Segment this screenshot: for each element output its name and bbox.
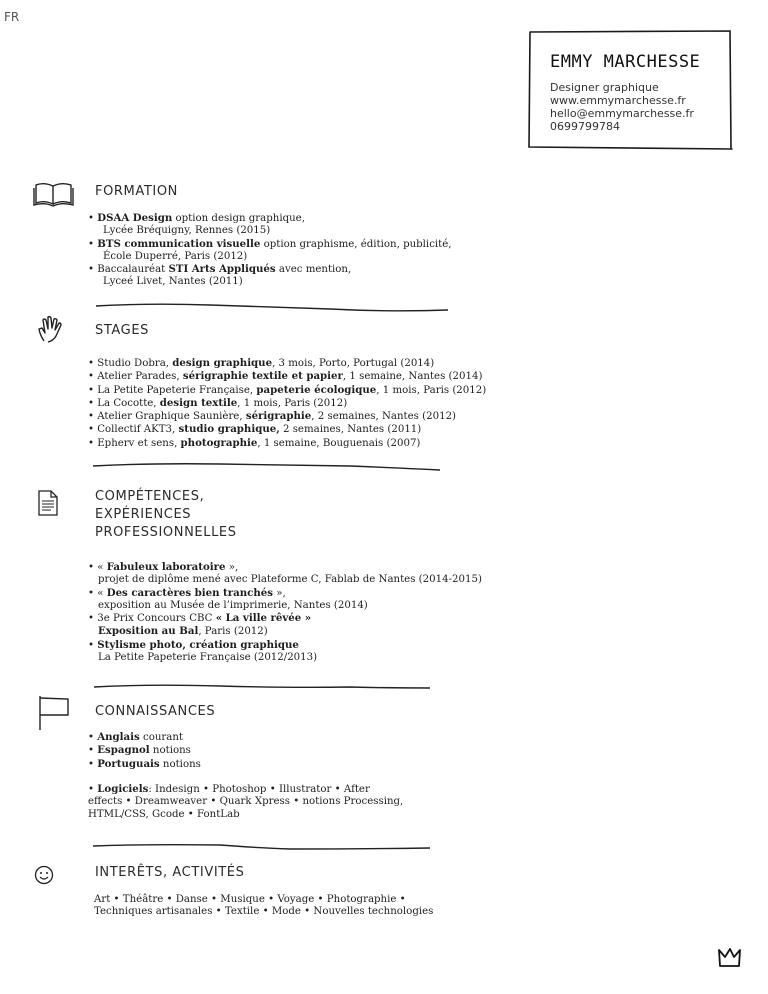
phone-number: 0699799784	[550, 120, 620, 133]
text: •	[88, 639, 98, 651]
text: La Cocotte,	[97, 397, 160, 409]
text: , 3 mois, Porto, Portugal (2014)	[272, 358, 435, 369]
divider	[90, 458, 452, 478]
emphasis-text: Portuguais	[97, 757, 160, 770]
text: : Indesign • Photoshop • Illustrator • After	[148, 784, 370, 795]
text: , 1 mois, Paris (2012)	[376, 384, 487, 396]
text: effects • Dreamweaver • Quark Xpress • notions Processing,	[88, 796, 404, 808]
section-title-formation: FORMATION	[95, 184, 178, 199]
job-title: Designer graphique	[550, 81, 659, 94]
text: 2 semaines, Nantes (2011)	[279, 424, 422, 436]
document-icon	[36, 489, 60, 517]
contact-card	[528, 30, 732, 148]
emphasis-text: Exposition au Bal	[98, 625, 199, 638]
interests-line: Art • Théâtre • Danse • Musique • Voyage • Photographie •	[94, 894, 406, 905]
emphasis-text: studio graphique,	[178, 423, 280, 436]
title-line: PROFESSIONNELLES	[95, 525, 237, 540]
text: option design graphique,	[172, 213, 305, 224]
emphasis-text: STI Arts Appliqués	[168, 263, 276, 276]
emphasis-text: papeterie écologique	[256, 383, 377, 396]
text: •	[88, 784, 98, 795]
website-link[interactable]: www.emmymarchesse.fr	[550, 94, 686, 107]
emphasis-text: Fabuleux laboratoire	[106, 561, 226, 573]
emphasis-text: design textile	[159, 396, 238, 409]
emphasis-text: Logiciels	[97, 783, 149, 795]
email-link[interactable]: hello@emmymarchesse.fr	[550, 107, 694, 120]
section-title-competences	[95, 488, 237, 542]
list-item	[88, 238, 452, 251]
list-item	[88, 587, 482, 600]
list-item	[88, 783, 403, 796]
formation-list	[88, 212, 452, 289]
text: , 1 mois, Paris (2012)	[237, 397, 348, 409]
contact-info	[550, 81, 694, 133]
section-title-interets: INTERÊTS, ACTIVITÉS	[95, 865, 245, 880]
text: •	[88, 371, 98, 383]
list-item	[88, 370, 486, 383]
text: •	[88, 264, 98, 276]
language-label: FR	[4, 10, 20, 24]
emphasis-text: sérigraphie textile et papier	[182, 370, 343, 383]
text: •	[88, 424, 98, 436]
emphasis-text: DSAA Design	[97, 212, 173, 224]
text: »,	[272, 587, 286, 599]
list-item-detail	[88, 652, 482, 664]
text: «	[97, 587, 107, 599]
list-item	[88, 397, 486, 410]
divider	[90, 298, 452, 318]
list-item	[88, 410, 486, 423]
text: •	[88, 358, 98, 369]
text: •	[88, 411, 98, 423]
emphasis-text: Espagnol	[97, 744, 150, 757]
emphasis-text: Stylisme photo, création graphique	[97, 638, 299, 651]
list-item	[88, 423, 486, 436]
emphasis-text: « La ville rêvée »	[215, 612, 312, 625]
text: •	[88, 562, 98, 573]
text: Lyceé Livet, Nantes (2011)	[103, 276, 243, 288]
flag-icon	[37, 694, 71, 732]
list-item-detail	[88, 574, 482, 586]
list-item-detail	[88, 600, 482, 612]
text: notions	[159, 758, 201, 770]
section-title-stages: STAGES	[95, 323, 149, 338]
text: exposition au Musée de l’imprimerie, Nantes (2014)	[98, 599, 368, 611]
crown-icon	[717, 946, 743, 970]
text: projet de diplôme mené avec Plateforme C, Fablab de Nantes (2014-2015)	[98, 574, 482, 586]
smiley-icon	[34, 865, 54, 885]
list-item	[88, 758, 201, 771]
emphasis-text: photographie	[180, 436, 258, 449]
text: »,	[225, 562, 239, 573]
divider	[90, 838, 452, 858]
emphasis-text: BTS communication visuelle	[97, 237, 261, 250]
text: option graphisme, édition, publicité,	[260, 238, 452, 250]
title-line: COMPÉTENCES,	[95, 489, 205, 504]
languages-list	[88, 731, 201, 771]
text: , Paris (2012)	[198, 626, 268, 638]
list-item	[88, 263, 452, 276]
list-item	[88, 561, 482, 574]
emphasis-text: design graphique	[172, 357, 273, 369]
text: notions	[149, 745, 191, 757]
text: Atelier Parades,	[97, 371, 183, 383]
list-item	[88, 437, 486, 450]
text: Baccalauréat	[97, 264, 169, 276]
text: avec mention,	[275, 264, 352, 276]
text: •	[88, 745, 98, 757]
emphasis-text: sérigraphie	[245, 410, 312, 423]
text: Studio Dobra,	[97, 358, 173, 369]
list-item-detail	[88, 251, 452, 263]
interests-text	[94, 894, 433, 919]
divider	[90, 678, 452, 698]
list-item-detail	[88, 225, 452, 237]
text: Atelier Graphique Saunière,	[97, 411, 246, 423]
list-item	[88, 212, 452, 225]
list-item	[88, 357, 486, 370]
text: École Duperré, Paris (2012)	[103, 250, 248, 262]
text: •	[88, 587, 98, 599]
text: , 1 semaine, Bouguenais (2007)	[257, 437, 421, 449]
person-name: EMMY MARCHESSE	[550, 52, 701, 72]
text: La Petite Papeterie Française,	[97, 384, 257, 396]
text: •	[88, 397, 98, 409]
section-title-connaissances: CONNAISSANCES	[95, 704, 216, 719]
list-item	[88, 612, 482, 625]
list-item	[88, 744, 201, 757]
list-item-continued	[88, 796, 403, 808]
text: •	[88, 384, 98, 396]
list-item	[88, 731, 201, 744]
text: •	[88, 238, 98, 250]
text: Epherv et sens,	[97, 437, 181, 449]
list-item	[88, 384, 486, 397]
text: , 1 semaine, Nantes (2014)	[342, 371, 483, 383]
text: •	[88, 437, 98, 449]
emphasis-text: Des caractères bien tranchés	[106, 586, 273, 599]
list-item-detail	[88, 625, 482, 638]
list-item-detail	[88, 276, 452, 288]
text: courant	[139, 732, 184, 743]
text: , 2 semaines, Nantes (2012)	[311, 411, 457, 423]
text: La Petite Papeterie Française (2012/2013)	[98, 652, 318, 664]
text: HTML/CSS, Gcode • FontLab	[88, 808, 240, 820]
title-line: EXPÉRIENCES	[95, 507, 192, 522]
stages-list	[88, 357, 486, 450]
text: •	[88, 213, 98, 224]
software-list	[88, 783, 403, 821]
list-item-continued	[88, 809, 403, 821]
text: 3e Prix Concours CBC	[97, 613, 216, 625]
text: «	[97, 562, 107, 573]
emphasis-text: Anglais	[97, 731, 140, 743]
text: •	[88, 732, 98, 743]
list-item	[88, 639, 482, 652]
book-icon	[33, 181, 75, 207]
hand-icon	[36, 315, 64, 343]
competences-list	[88, 561, 482, 664]
text: Lycée Bréquigny, Rennes (2015)	[103, 225, 271, 237]
text: Collectif AKT3,	[97, 424, 179, 436]
interests-line: Techniques artisanales • Textile • Mode • Nouvelles technologies	[94, 906, 434, 918]
text: •	[88, 613, 98, 625]
text: •	[88, 758, 98, 770]
